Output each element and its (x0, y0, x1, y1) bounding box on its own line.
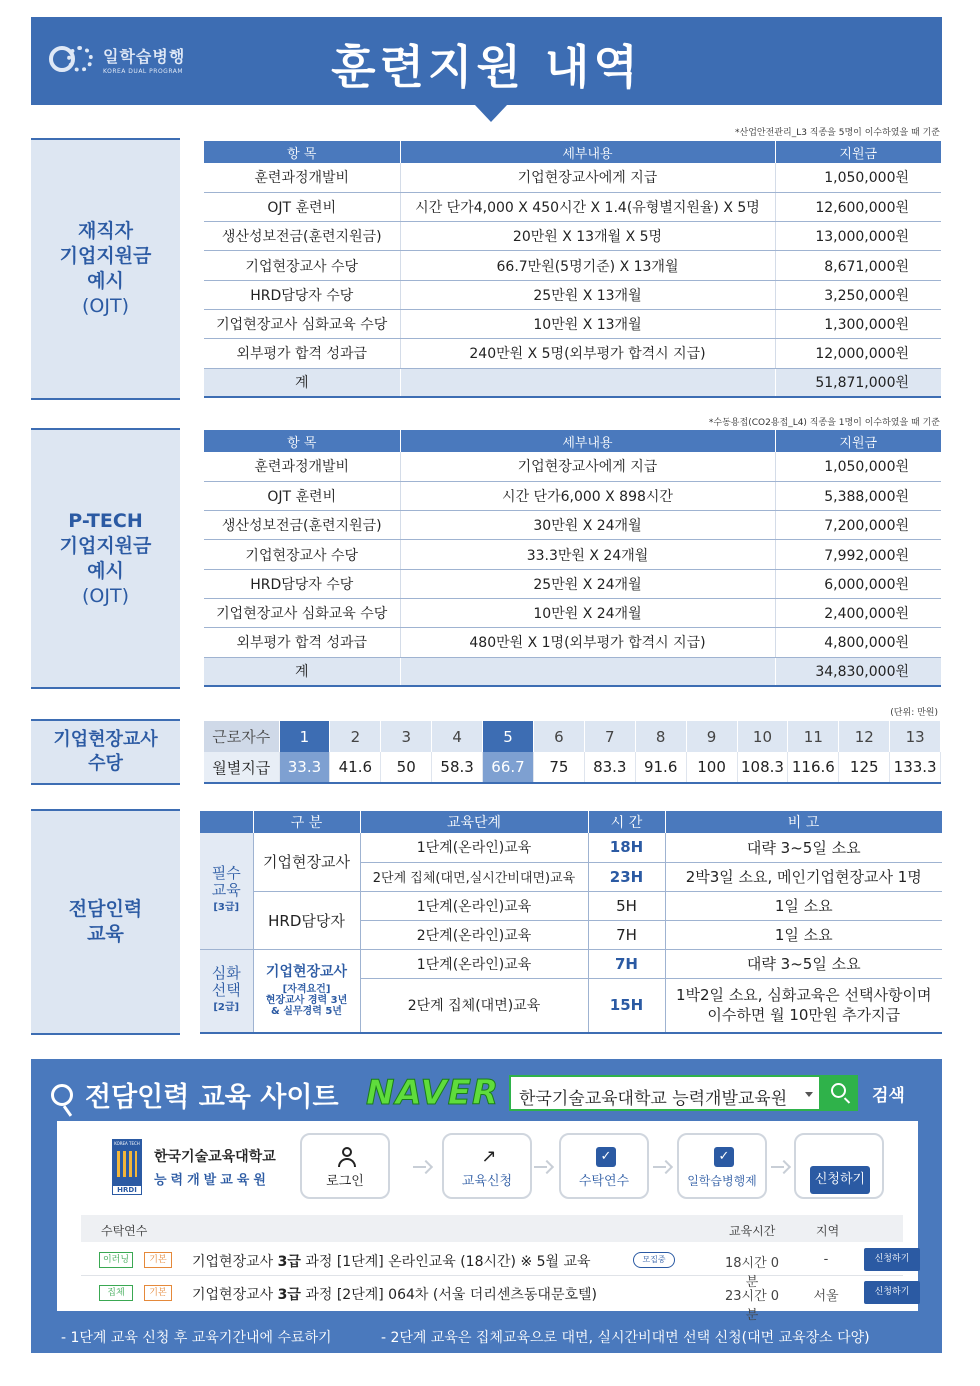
category-text: 심화 (211, 964, 241, 983)
list-header-time: 교육시간 (729, 1224, 776, 1238)
amount-cell: 12,600,000원 (775, 192, 941, 221)
ptech-support-table (204, 430, 941, 687)
detail-cell: 240만원 X 5명(외부평가 합격시 지급) (400, 339, 775, 368)
total-amount: 51,871,000원 (775, 368, 941, 397)
detail-cell: 시간 단가4,000 X 450시간 X 1.4(유형별지원율) X 5명 (400, 192, 775, 221)
course-grade: 3급 (277, 1254, 301, 1270)
course-apply-button[interactable]: 신청하기 (864, 1248, 920, 1271)
worker-count-cell: 11 (788, 721, 839, 752)
advanced-target-cell (253, 949, 360, 1033)
ojt-label-line: 기업지원금 (59, 245, 152, 267)
course-row[interactable] (81, 1243, 910, 1290)
amount-cell: 3,250,000원 (775, 280, 941, 309)
worker-count-cell: 3 (381, 721, 432, 752)
arrow-right-icon (771, 1161, 791, 1173)
table-row (204, 628, 941, 657)
worker-count-cell: 8 (635, 721, 686, 752)
allowance-unit: (단위: 만원) (890, 708, 938, 718)
course-apply-button[interactable]: 신청하기 (864, 1281, 920, 1304)
ptech-label-line: (OJT) (82, 584, 129, 607)
worker-count-cell: 2 (330, 721, 381, 752)
remark-text: 1박2일 소요, 심화교육은 선택사항이며 (675, 986, 932, 1005)
worker-count-cell: 4 (432, 721, 483, 752)
category-text: 선택 (211, 981, 241, 1000)
allowance-table (204, 721, 941, 784)
requirement-text: [자격요건] (282, 983, 331, 995)
requirement-text: & 실무경력 5년 (271, 1005, 342, 1017)
table-row (204, 251, 941, 280)
item-cell: OJT 훈련비 (204, 481, 400, 510)
arrow-right-icon (413, 1161, 433, 1173)
course-prefix: 기업현장교사 (192, 1287, 278, 1303)
step-login[interactable] (300, 1133, 390, 1199)
amount-cell: 6,000,000원 (775, 569, 941, 598)
payment-cell: 33.3 (279, 752, 330, 783)
hrdi-top-text: KOREA TECH (114, 1141, 140, 1146)
ojt-label-line: 재직자 (77, 220, 134, 242)
amount-cell: 4,800,000원 (775, 628, 941, 657)
table-row (204, 452, 941, 481)
detail-cell: 66.7만원(5명기준) X 13개월 (400, 251, 775, 280)
footer-note-2: - 2단계 교육은 집체교육으로 대면, 실시간비대면 선택 신청(대면 교육장소 다양) (381, 1330, 870, 1346)
detail-cell: 480만원 X 1명(외부평가 합격시 지급) (400, 628, 775, 657)
magnifier-icon (51, 1084, 73, 1106)
detail-cell: 기업현장교사에게 지급 (400, 163, 775, 192)
detail-cell: 20만원 X 13개월 X 5명 (400, 222, 775, 251)
col-amount: 지원금 (775, 141, 941, 163)
payment-cell: 116.6 (788, 752, 839, 783)
workers-row (204, 721, 941, 752)
payments-label: 월별지급 (204, 752, 279, 783)
worker-count-cell: 12 (839, 721, 890, 752)
table-row (204, 481, 941, 510)
education-table (200, 811, 943, 1034)
advanced-category (200, 949, 253, 1033)
step-label: 교육신청 (461, 1174, 513, 1189)
table-row (204, 598, 941, 627)
search-button[interactable] (821, 1075, 858, 1111)
detail-cell: 30만원 X 24개월 (400, 511, 775, 540)
mandatory-category (200, 833, 253, 949)
item-cell: 외부평가 합격 성과급 (204, 339, 400, 368)
search-label[interactable]: 검색 (872, 1086, 905, 1106)
remark-cell: 1일 소요 (665, 891, 942, 920)
item-cell: 외부평가 합격 성과급 (204, 628, 400, 657)
header-banner (31, 17, 942, 105)
type-tag: 이러닝 (99, 1252, 133, 1268)
payment-cell: 108.3 (737, 752, 788, 783)
total-label: 계 (204, 657, 400, 686)
ojt-note: *산업안전관리_L3 직종을 5명이 이수하였을 때 기준 (735, 128, 940, 138)
remark-cell: 대략 3~5일 소요 (665, 833, 942, 862)
category-text: 필수 (211, 864, 241, 883)
check-icon: ✓ (596, 1147, 616, 1167)
course-prefix: 기업현장교사 (192, 1254, 278, 1270)
target-text: 기업현장교사 (265, 963, 348, 980)
payment-cell: 66.7 (483, 752, 534, 783)
apply-button[interactable]: 신청하기 (810, 1166, 870, 1194)
table-row (204, 339, 941, 368)
col-hours: 시 간 (588, 811, 665, 833)
detail-cell: 10만원 X 24개월 (400, 598, 775, 627)
remark-cell: 1일 소요 (665, 920, 942, 949)
course-title[interactable] (192, 1251, 591, 1271)
stage-cell: 2단계 집체(대면)교육 (360, 978, 588, 1033)
step-apply[interactable] (442, 1133, 532, 1199)
hours-cell: 18H (588, 833, 665, 862)
hours-cell: 5H (588, 891, 665, 920)
worker-count-cell: 1 (279, 721, 330, 752)
table-row (204, 222, 941, 251)
payment-cell: 50 (381, 752, 432, 783)
payments-row (204, 752, 941, 783)
site-title-text: 전담인력 교육 사이트 (85, 1082, 339, 1113)
level-tag: 기본 (144, 1285, 172, 1301)
col-item: 항 목 (204, 141, 400, 163)
col-blank (200, 811, 253, 833)
search-value: 한국기술교육대학교 능력개발교육원 (519, 1089, 788, 1109)
amount-cell: 1,050,000원 (775, 452, 941, 481)
ptech-label-line: P-TECH (68, 509, 143, 532)
education-label-line: 교육 (87, 923, 124, 945)
item-cell: HRD담당자 수당 (204, 280, 400, 309)
table-row (200, 833, 942, 862)
total-row (204, 368, 941, 397)
table-row (204, 540, 941, 569)
item-cell: 기업현장교사 수당 (204, 251, 400, 280)
worker-count-cell: 6 (533, 721, 584, 752)
course-name: 과정 [1단계] 온라인교육 (18시간) ※ 5월 교육 (305, 1254, 591, 1270)
education-label-line: 전담인력 (68, 898, 143, 920)
total-amount: 34,830,000원 (775, 657, 941, 686)
payment-cell: 83.3 (584, 752, 635, 783)
stage-cell: 2단계(온라인)교육 (360, 920, 588, 949)
amount-cell: 8,671,000원 (775, 251, 941, 280)
payment-cell: 133.3 (890, 752, 941, 783)
type-tag: 집체 (99, 1285, 133, 1301)
allowance-label-line: 기업현장교사 (53, 729, 158, 750)
allowance-label-line: 수당 (88, 753, 123, 774)
amount-cell: 1,300,000원 (775, 309, 941, 338)
worker-count-cell: 7 (584, 721, 635, 752)
target-cell: 기업현장교사 (253, 833, 360, 891)
hrdi-mark-text: HRDI (112, 1185, 142, 1195)
item-cell: 생산성보전금(훈련지원금) (204, 511, 400, 540)
payment-cell: 41.6 (330, 752, 381, 783)
allowance-section-label (31, 719, 180, 785)
total-blank (400, 368, 775, 397)
site-title (51, 1075, 339, 1114)
hrdi-logo-icon (112, 1139, 142, 1195)
ptech-note: *수동용접(CO2용접_L4) 직종을 1명이 이수하였을 때 기준 (708, 418, 940, 428)
col-item: 항 목 (204, 430, 400, 452)
worker-count-cell: 10 (737, 721, 788, 752)
ojt-support-table (204, 141, 941, 398)
course-time: 18시간 0분 (724, 1256, 780, 1290)
detail-cell: 10만원 X 13개월 (400, 309, 775, 338)
col-stage: 교육단계 (360, 811, 588, 833)
ojt-label-line: (OJT) (82, 295, 129, 317)
org-logo (112, 1139, 276, 1195)
item-cell: HRD담당자 수당 (204, 569, 400, 598)
step-contract[interactable] (559, 1133, 649, 1199)
org-subname: 능력개발교육원 (154, 1173, 270, 1188)
list-header-title: 수탁연수 (101, 1224, 148, 1238)
logo-subtitle: KOREA DUAL PROGRAM (103, 67, 184, 75)
page-title: 훈련지원 내역 (331, 40, 642, 94)
arrow-right-icon (534, 1161, 554, 1173)
total-blank (400, 657, 775, 686)
workers-label: 근로자수 (204, 721, 279, 752)
table-row (204, 309, 941, 338)
logo-name: 일학습병행 (103, 46, 186, 66)
detail-cell: 25만원 X 13개월 (400, 280, 775, 309)
col-category: 구 분 (253, 811, 360, 833)
search-input[interactable] (509, 1075, 821, 1111)
grade-text: [2급] (213, 1002, 240, 1014)
item-cell: 생산성보전금(훈련지원금) (204, 222, 400, 251)
target-cell: HRD담당자 (253, 891, 360, 949)
category-text: 교육 (211, 881, 241, 900)
naver-logo: NAVER (366, 1073, 500, 1113)
total-label: 계 (204, 368, 400, 397)
ptech-section-label (31, 428, 180, 689)
course-region: - (823, 1252, 829, 1267)
item-cell: 기업현장교사 수당 (204, 540, 400, 569)
table-row (204, 511, 941, 540)
worker-count-cell: 5 (483, 721, 534, 752)
step-label: 수탁연수 (578, 1174, 630, 1189)
requirement-text: 현장교사 경력 3년 (265, 994, 348, 1006)
amount-cell: 2,400,000원 (775, 598, 941, 627)
cursor-icon: ↗ (481, 1146, 497, 1167)
amount-cell: 5,388,000원 (775, 481, 941, 510)
item-cell: 기업현장교사 심화교육 수당 (204, 309, 400, 338)
stage-cell: 1단계(온라인)교육 (360, 949, 588, 978)
step-label: 로그인 (326, 1174, 364, 1189)
detail-cell: 25만원 X 24개월 (400, 569, 775, 598)
ojt-section-label (31, 138, 180, 400)
ptech-label-line: 기업지원금 (59, 534, 152, 557)
course-region: 서울 (813, 1289, 839, 1304)
remark-text: 이수하면 월 10만원 추가지급 (707, 1006, 901, 1025)
site-screenshot-panel (57, 1121, 918, 1323)
user-icon (337, 1147, 357, 1167)
hours-cell: 23H (588, 862, 665, 891)
col-amount: 지원금 (775, 430, 941, 452)
payment-cell: 75 (533, 752, 584, 783)
org-name: 한국기술교육대학교 (154, 1149, 276, 1165)
grade-text: [3급] (213, 902, 240, 914)
level-tag: 기본 (144, 1252, 172, 1268)
amount-cell: 13,000,000원 (775, 222, 941, 251)
detail-cell: 시간 단가6,000 X 898시간 (400, 481, 775, 510)
item-cell: 훈련과정개발비 (204, 452, 400, 481)
dropdown-arrow-icon[interactable] (805, 1092, 813, 1097)
col-detail: 세부내용 (400, 430, 775, 452)
stage-cell: 2단계 집체(대면,실시간비대면)교육 (360, 862, 588, 891)
col-detail: 세부내용 (400, 141, 775, 163)
course-list-header (81, 1215, 903, 1242)
ptech-label-line: 예시 (87, 559, 124, 582)
table-row (204, 280, 941, 309)
item-cell: OJT 훈련비 (204, 192, 400, 221)
step-label: 일학습병행제 (687, 1174, 757, 1188)
amount-cell: 12,000,000원 (775, 339, 941, 368)
hours-cell: 7H (588, 920, 665, 949)
course-grade: 3급 (277, 1287, 301, 1303)
course-name: 과정 [2단계] 064차 (서울 더리센츠동대문호텔) (305, 1287, 597, 1303)
payment-cell: 91.6 (635, 752, 686, 783)
item-cell: 훈련과정개발비 (204, 163, 400, 192)
table-row (204, 192, 941, 221)
list-header-region: 지역 (816, 1224, 840, 1238)
amount-cell: 7,200,000원 (775, 511, 941, 540)
col-remark: 비 고 (665, 811, 942, 833)
amount-cell: 7,992,000원 (775, 540, 941, 569)
payment-cell: 58.3 (432, 752, 483, 783)
hours-cell: 15H (588, 978, 665, 1033)
table-row (204, 569, 941, 598)
remark-cell: 2박3일 소요, 메인기업현장교사 1명 (665, 862, 942, 891)
amount-cell: 1,050,000원 (775, 163, 941, 192)
table-row (204, 163, 941, 192)
payment-cell: 100 (686, 752, 737, 783)
course-time: 23시간 0분 (724, 1289, 780, 1323)
step-dual[interactable] (677, 1133, 767, 1199)
step-submit (794, 1133, 884, 1199)
payment-cell: 125 (839, 752, 890, 783)
footer-note-1: - 1단계 교육 신청 후 교육기간내에 수료하기 (61, 1330, 332, 1346)
remark-cell: 대략 3~5일 소요 (665, 949, 942, 978)
table-row (200, 949, 942, 978)
course-row[interactable] (81, 1276, 910, 1323)
detail-cell: 기업현장교사에게 지급 (400, 452, 775, 481)
hours-cell: 7H (588, 949, 665, 978)
education-site-panel (31, 1059, 942, 1353)
course-title[interactable] (192, 1284, 597, 1304)
detail-cell: 33.3만원 X 24개월 (400, 540, 775, 569)
check-icon: ✓ (714, 1147, 734, 1167)
ojt-label-line: 예시 (87, 270, 124, 292)
stage-cell: 1단계(온라인)교육 (360, 891, 588, 920)
worker-count-cell: 13 (890, 721, 941, 752)
table-row (200, 891, 942, 920)
item-cell: 기업현장교사 심화교육 수당 (204, 598, 400, 627)
total-row (204, 657, 941, 686)
worker-count-cell: 9 (686, 721, 737, 752)
recruiting-badge: 모집중 (633, 1252, 675, 1268)
stage-cell: 1단계(온라인)교육 (360, 833, 588, 862)
arrow-right-icon (653, 1161, 673, 1173)
education-section-label (31, 809, 180, 1035)
search-icon (831, 1083, 846, 1098)
remark-cell (665, 978, 942, 1033)
header-arrow-icon (475, 105, 507, 122)
